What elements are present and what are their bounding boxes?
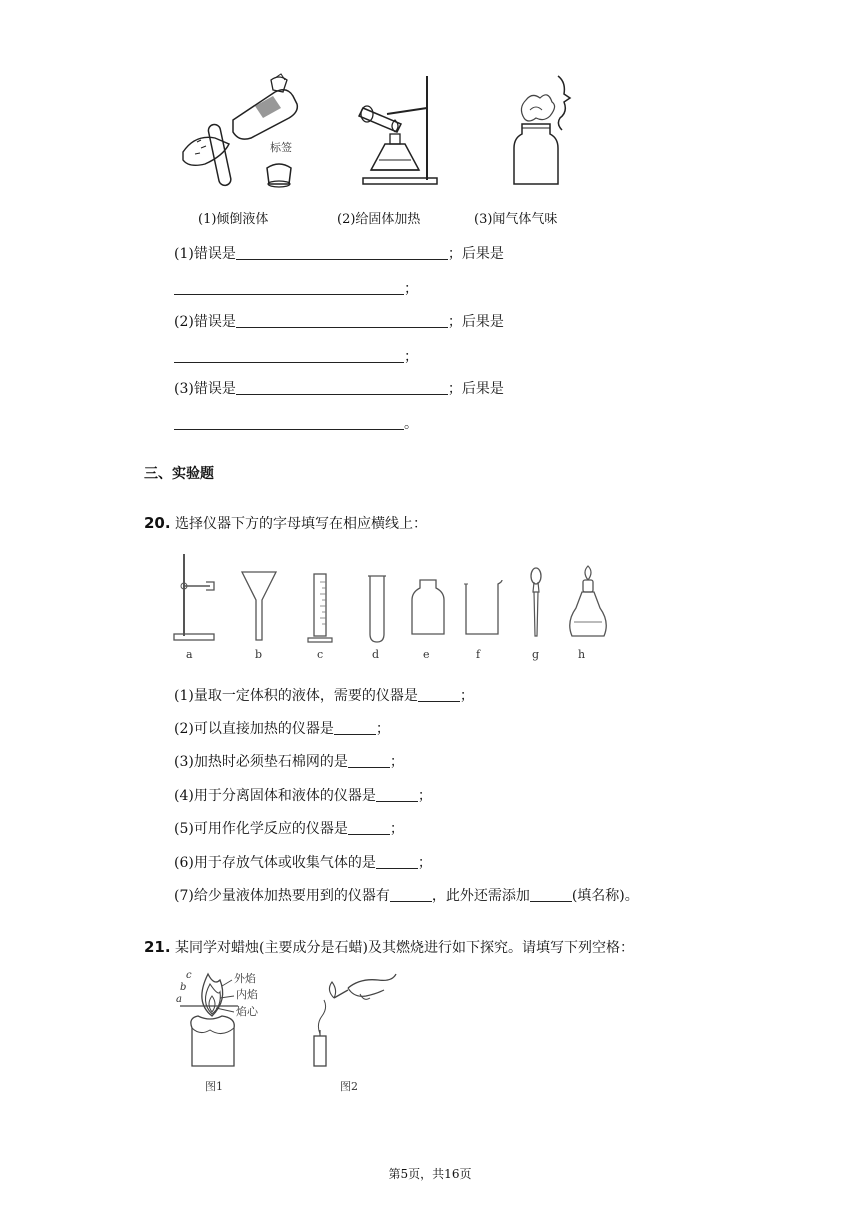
figure-candle-flame [170,966,280,1076]
q20-item-3-end: ； [389,754,404,770]
q19-item-1-end: ； [404,281,418,297]
figure-pour-liquid [175,72,305,192]
q19-item-1-result-label: ；后果是 [447,246,504,262]
q20-stem [144,513,427,533]
q20-item-4-blank[interactable] [376,787,418,802]
q19-item-2-error-label: (2)错误是 [174,314,236,330]
q20-item-6-blank[interactable] [376,854,418,869]
q20-item-1-blank[interactable] [418,687,460,702]
q20-item-4-end: ； [417,788,432,804]
q19-item-2-error-blank[interactable] [236,313,448,328]
instrument-dropper [526,566,546,652]
q20-item-7-text-b: ，此外还需添加 [431,888,530,904]
q20-item-1-end: ； [459,688,474,704]
page-number: 第5页，共16页 [388,1167,472,1181]
q21-number: 21. [144,938,171,956]
q19-item-1-result-blank[interactable] [174,280,404,295]
q20-item-7-blank-2[interactable] [530,887,572,902]
instrument-label-d: d [372,648,380,661]
q20-stem-text: 选择仪器下方的字母填写在相应横线上： [175,516,428,532]
q19-item-2-result-label: ；后果是 [447,314,504,330]
label-tag: 标签 [270,141,292,154]
q20-item-5-end: ； [389,821,404,837]
q20-item-6 [174,852,432,872]
figure-smell-gas [510,72,590,190]
instrument-alcohol-lamp [566,566,610,646]
fig1-letter-a: a [176,994,182,1005]
fig1-caption: 图1 [205,1080,223,1093]
fig1-label-inner-flame: 内焰 [236,988,258,1001]
fig1-label-outer-flame: 外焰 [234,972,256,985]
q20-item-2-blank[interactable] [334,720,376,735]
q20-item-3-text: (3)加热时必须垫石棉网的是 [174,754,348,770]
instrument-iron-stand [170,550,220,642]
q19-item-3-error-label: (3)错误是 [174,381,236,397]
q19-item-1-cont [174,278,418,298]
q20-number: 20. [144,514,171,532]
instrument-beaker [462,580,506,644]
q20-item-6-text: (6)用于存放气体或收集气体的是 [174,855,376,871]
q20-item-5 [174,818,404,838]
q19-item-3-cont [174,413,418,433]
q20-item-7-blank-1[interactable] [390,887,432,902]
q20-item-5-blank[interactable] [348,820,390,835]
section-title: 三、实验题 [144,466,214,482]
q19-item-2-result-blank[interactable] [174,348,404,363]
fig1-letter-b: b [180,982,187,993]
fig2-caption: 图2 [340,1080,358,1093]
q19-item-1-error-label: (1)错误是 [174,246,236,262]
q19-item-2-cont [174,346,418,366]
q19-item-3-result-label: ；后果是 [447,381,504,397]
instrument-label-g: g [532,648,540,661]
q19-item-1 [174,243,504,263]
fig1-letter-c: c [186,970,192,981]
instrument-label-a: a [186,648,193,661]
figure-candle-relight [300,968,400,1068]
q19-item-3 [174,378,504,398]
q19-item-1-error-blank[interactable] [236,245,448,260]
q20-item-2-text: (2)可以直接加热的仪器是 [174,721,334,737]
q20-item-6-end: ； [417,855,432,871]
instrument-label-h: h [578,648,586,661]
q21-stem-text: 某同学对蜡烛(主要成分是石蜡)及其燃烧进行如下探究。请填写下列空格： [175,940,634,956]
q20-item-3 [174,751,404,771]
q19-item-2-end: ； [404,349,418,365]
q20-item-2-end: ； [375,721,390,737]
fig1-label-flame-core: 焰心 [236,1005,258,1018]
q20-item-4-text: (4)用于分离固体和液体的仪器是 [174,788,376,804]
instrument-label-f: f [476,648,481,661]
q20-item-3-blank[interactable] [348,753,390,768]
caption-pour-liquid: (1)倾倒液体 [198,212,269,227]
q20-item-1-text: (1)量取一定体积的液体，需要的仪器是 [174,688,418,704]
instrument-test-tube [366,574,390,654]
q20-item-2 [174,718,390,738]
caption-heat-solid: (2)给固体加热 [337,212,421,227]
instrument-label-e: e [423,648,430,661]
instrument-label-c: c [317,648,324,661]
q21-stem [144,937,634,957]
figure-heat-solid [357,74,447,186]
caption-smell-gas: (3)闻气体气味 [474,212,558,227]
instrument-label-b: b [255,648,263,661]
q19-item-3-error-blank[interactable] [236,380,448,395]
q19-item-3-result-blank[interactable] [174,415,404,430]
q20-item-4 [174,785,432,805]
q20-item-7-text-a: (7)给少量液体加热要用到的仪器有 [174,888,390,904]
instrument-gas-bottle [408,578,448,648]
q20-item-7-text-c: (填名称)。 [571,888,639,904]
q20-item-5-text: (5)可用作化学反应的仪器是 [174,821,348,837]
q19-item-2 [174,311,504,331]
q20-item-7 [174,885,639,905]
q20-item-1 [174,685,474,705]
q19-item-3-end: 。 [404,416,418,432]
